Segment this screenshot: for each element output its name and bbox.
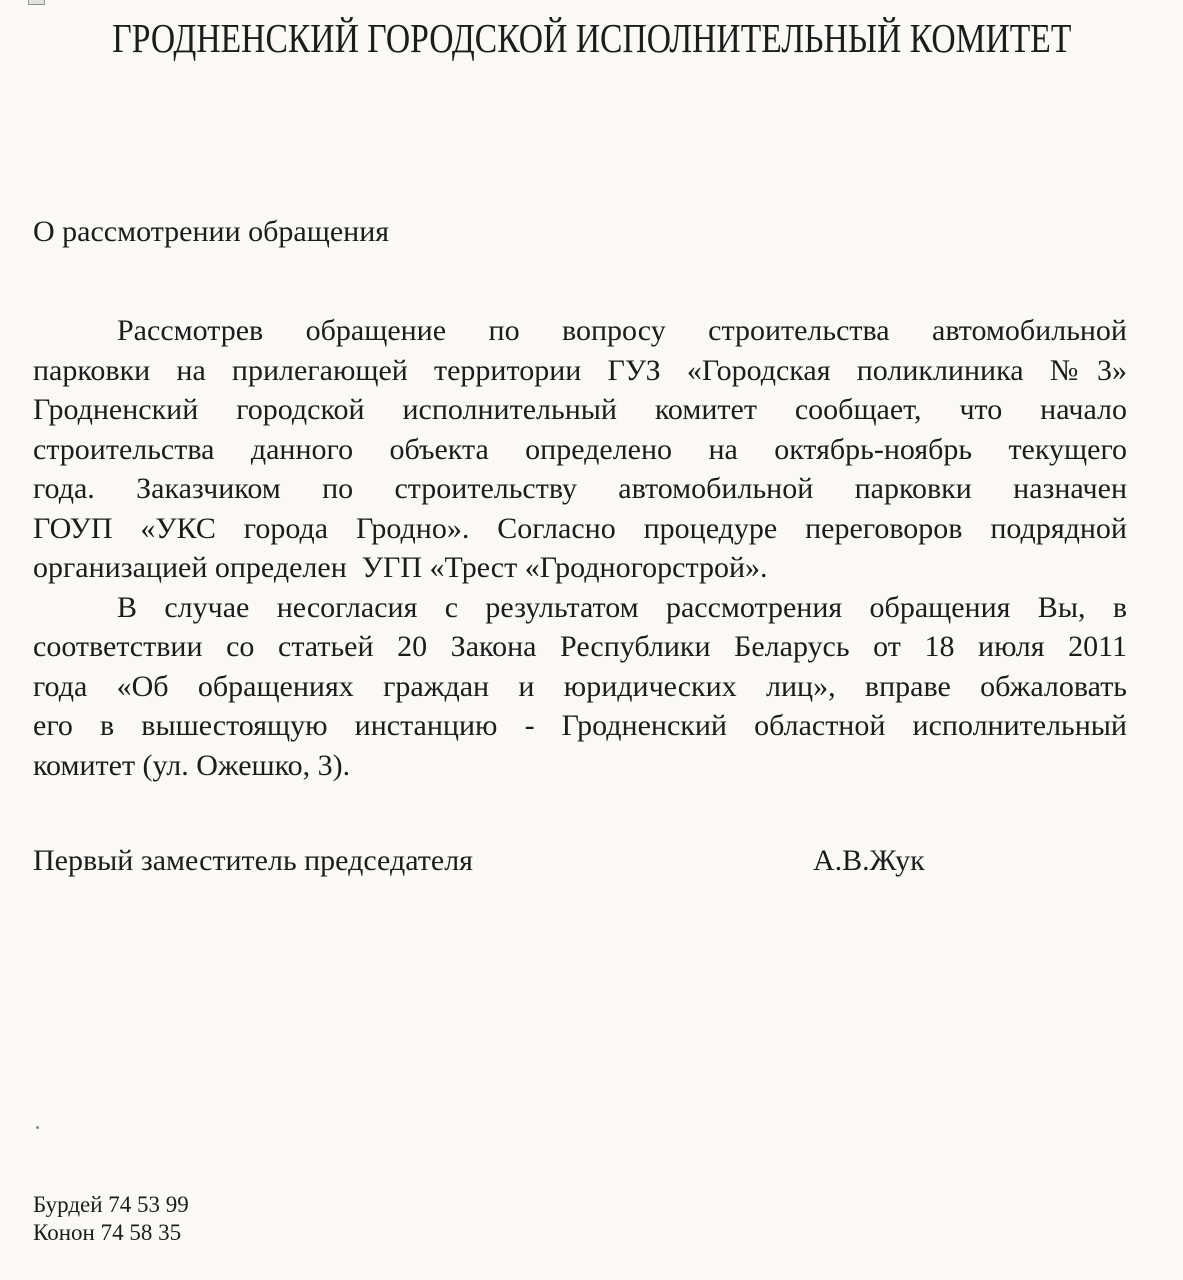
- signature-block: [33, 841, 1127, 880]
- body-line: Гродненский городской исполнительный комитет сообщает, что начало: [33, 393, 1127, 426]
- body-line: строительства данного объекта определено на октябрь-ноябрь текущего: [33, 432, 1127, 466]
- body-line: года «Об обращениях граждан и юридических лиц», вправе обжаловать: [33, 669, 1127, 703]
- stray-mark: [36, 1126, 39, 1129]
- contact-line: Конон 74 58 35: [33, 1220, 182, 1245]
- body-line: ГОУП «УКС города Гродно». Согласно процедуре переговоров подрядной: [33, 511, 1127, 545]
- body-line: соответствии со статьей 20 Закона Республики Беларусь от 18 июля 2011: [33, 630, 1127, 663]
- signature-name: А.В.Жук: [813, 844, 925, 877]
- document-header-title: ГРОДНЕНСКИЙ ГОРОДСКОЙ ИСПОЛНИТЕЛЬНЫЙ КОМИТЕТ: [111, 15, 1072, 61]
- document-header: [0, 15, 1183, 61]
- subject-line: О рассмотрении обращения: [33, 215, 390, 248]
- body-line: организацией определен УГП «Трест «Гродногорстрой».: [33, 551, 768, 584]
- body-line: В случае несогласия с результатом рассмотрения обращения Вы, в: [117, 590, 1127, 624]
- body-line: его в вышестоящую инстанцию - Гродненский областной исполнительный: [33, 709, 1127, 742]
- body-line: Рассмотрев обращение по вопросу строительства автомобильной: [117, 314, 1127, 347]
- cutoff-widget-fragment: [28, 0, 45, 5]
- body-line: года. Заказчиком по строительству автомобильной парковки назначен: [33, 472, 1127, 505]
- document-body: [33, 311, 1127, 785]
- body-line: парковки на прилегающей территории ГУЗ «Городская поликлиника №3»: [33, 353, 1127, 387]
- contact-footer: [33, 1191, 189, 1247]
- contact-line: Бурдей 74 53 99: [33, 1192, 189, 1217]
- body-line: комитет (ул. Ожешко, 3).: [33, 748, 351, 782]
- signature-position-title: Первый заместитель председателя: [33, 844, 473, 877]
